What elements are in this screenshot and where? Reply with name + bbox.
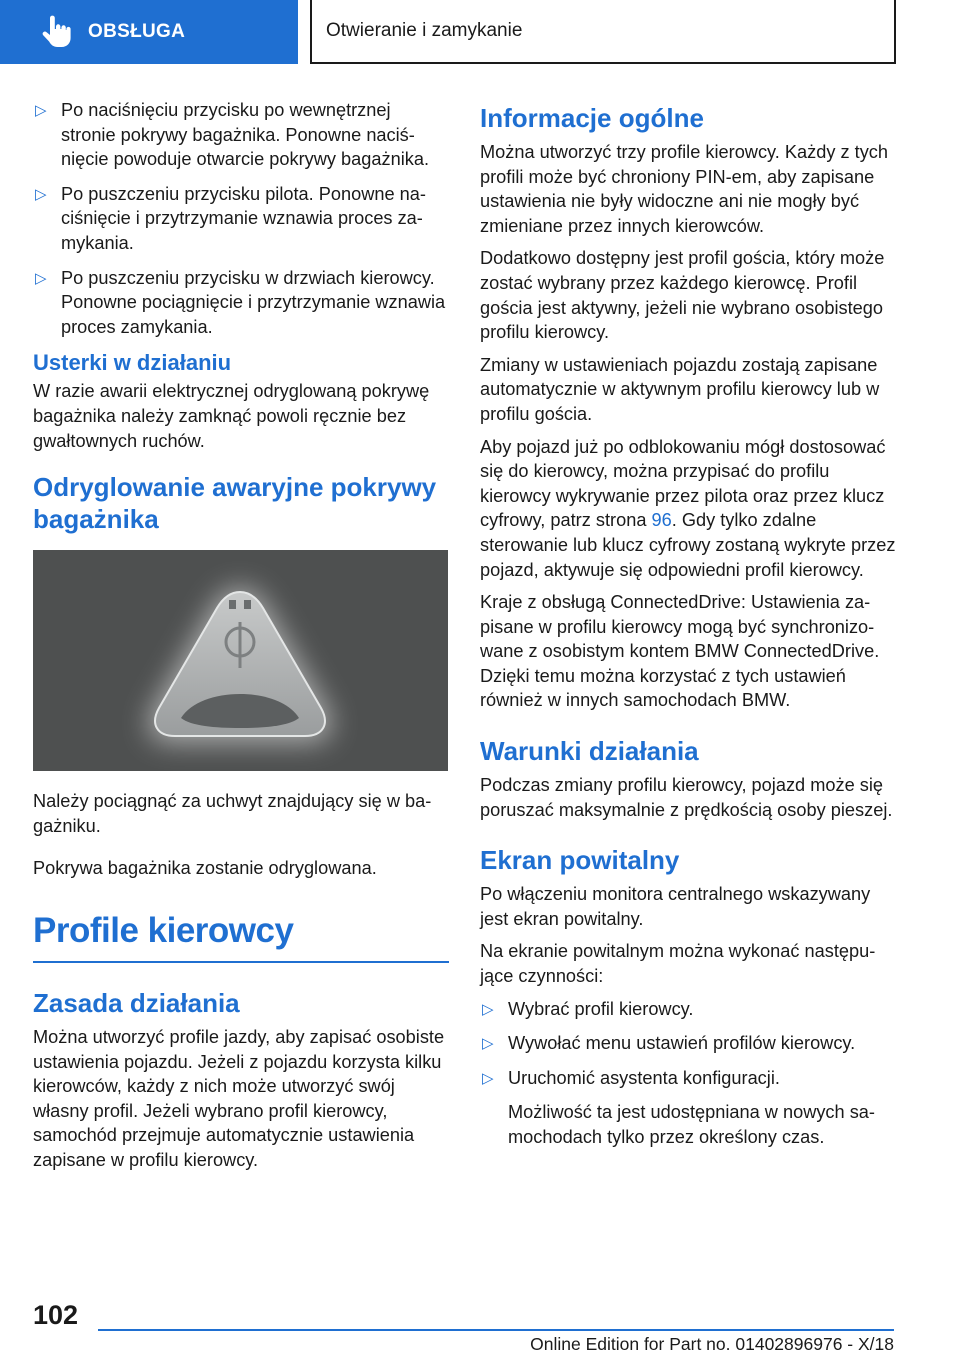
triangle-bullet-icon: ▷ [482,1000,494,1018]
triangle-bullet-icon: ▷ [35,185,47,203]
triangle-bullet-icon: ▷ [482,1069,494,1087]
general-info-p1: Można utworzyć trzy profile kierowcy. Każdy z tych profili może być chroniony PIN-em, aby zapisane ustawienia nie były widoczne ani nie mogły być zmieniane przez innych kierowców. [480,142,888,236]
triangle-bullet-icon: ▷ [35,102,47,119]
footer-edition-text: Online Edition for Part no. 01402896976 - X/18 [530,1334,894,1354]
list-item: ▷ Po puszczeniu przycisku w drzwiach kierowcy. Ponowne pociągnięcie i przytrzymanie wznawia proces zamykania. [35,267,446,337]
general-info-p2: Dodatkowo dostępny jest profil gościa, który może zostać wybrany przez każdego kierowcę. Profil gościa jest aktywny, jeżeli nie wybrano osobistego profilu kierowcy. [480,248,885,343]
left-column [33,98,449,1180]
general-info-p5: Kraje z obsługą ConnectedDrive: Ustawienia zapisane w profilu kierowcy mogą być synchronizowane z osobistym kontem BMW ConnectedDrive. Dzięki temu można korzystać z tych ustawień również w innych samochodach BMW. [480,592,880,711]
welcome-screen-p2: Na ekranie powitalnym można wykonać następujące czynności: [480,941,876,987]
general-info-p4: Aby pojazd już po odblokowaniu mógł dostosować się do kierowcy, można przypisać do profilu kierowcy wykrywanie przez pilota oraz przez klucz cyfrowy, patrz strona 96. Gdy tylko zdalne sterowanie lub klucz cyfrowy zostaną wykryte przez pojazd, aktywuje się odpowiedni profil kierowcy. [480,436,896,580]
triangle-bullet-icon: ▷ [35,269,47,287]
general-info-heading: Informacje ogólne [480,103,704,133]
section-tab[interactable] [0,0,298,64]
conditions-text: Podczas zmiany profilu kierowcy, pojazd może się poruszać maksymalnie z prędkością osoby pieszej. [480,775,893,820]
list-item: ▷ Po puszczeniu przycisku pilota. Ponowne naciśnięcie i przytrzymanie wznawia proces zamykania. [35,183,426,253]
triangle-bullet-icon: ▷ [482,1035,494,1053]
general-info-p3: Zmiany w ustawieniach pojazdu zostają zapisane automatycznie w aktywnym profilu kierowcy lub w profilu gościa. [480,354,880,424]
list-item: ▷ Uruchomić asystenta konfiguracji. Możliwość ta jest udostępniana w nowych samochodach tylko przez określony czas. [480,1066,898,1150]
profiles-title: Profile kierowcy [33,910,294,950]
emergency-release-handle-icon [33,550,448,771]
chapter-title-box [310,0,896,64]
section-divider [33,961,449,963]
figure-caption-pull: Należy pociągnąć za uchwyt znajdujący się w bagażniku. [33,791,432,836]
right-column [480,98,898,1160]
closing-bullet-list [33,98,449,339]
emergency-unlock-heading: Odryglowanie awaryjne pokrywy bagażnika [33,472,437,535]
principle-heading: Zasada działania [33,987,240,1018]
pointing-hand-icon [38,14,74,50]
principle-text: Można utworzyć profile jazdy, aby zapisać osobiste ustawienia pojazdu. Jeżeli z pojazdu korzysta kilku kierowców, każdy z nich może utworzyć swój własny profil. Jeżeli wybrano profil kierowcy, samochód przejmuje automatycznie ustawienia zapisane w profilu kierowcy. [33,1026,445,1170]
figure-caption-result: Pokrywa bagażnika zostanie odryglowana. [33,858,377,879]
welcome-actions-list [480,997,898,1150]
welcome-screen-p1: Po włączeniu monitora centralnego wskazywany jest ekran powitalny. [480,884,871,929]
section-tab-label: OBSŁUGA [88,21,186,42]
conditions-heading: Warunki działania [480,736,699,767]
page-reference-link[interactable]: 96 [651,510,672,531]
chapter-title: Otwieranie i zamykanie [326,20,523,41]
malfunction-heading: Usterki w działaniu [33,350,232,376]
page-number: 102 [33,1300,79,1330]
malfunction-text: W razie awarii elektrycznej odryglowaną pokrywę bagażnika należy zamknąć powoli ręcznie bez gwałtownych ruchów. [33,381,430,451]
welcome-actions-note: Możliwość ta jest udostępniana w nowych samochodach tylko przez określony czas. [508,1102,875,1147]
list-item: ▷ Po naciśnięciu przycisku po wewnętrznej stronie pokrywy bagażnika. Ponowne naciśnięcie powoduje otwarcie pokrywy bagażnika. [35,100,429,170]
list-item: ▷ Wywołać menu ustawień profilów kierowcy. [480,1031,898,1056]
welcome-screen-heading: Ekran powitalny [480,845,680,876]
footer-divider [98,1329,894,1331]
list-item: ▷ Wybrać profil kierowcy. [480,997,898,1022]
